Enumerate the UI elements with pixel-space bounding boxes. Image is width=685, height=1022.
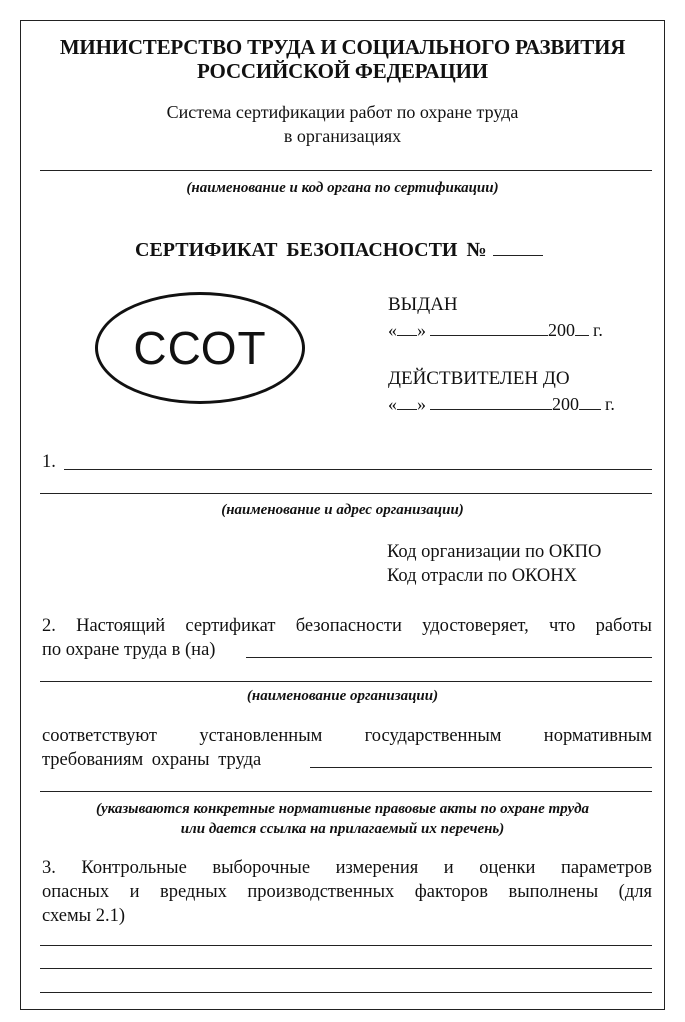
valid-date-row [388, 392, 615, 417]
valid-year: 200 [552, 394, 579, 414]
certificate-number-blank [493, 238, 543, 256]
valid-quote-close: » [417, 394, 426, 414]
section2-line3: соответствуют установленным государственным нормативным [42, 726, 652, 746]
issued-quote-open: « [388, 320, 397, 340]
section3-blank-line-2 [40, 968, 652, 969]
section2-line1: 2. Настоящий сертификат безопасности удостоверяет, что работы [42, 616, 652, 636]
section2-blank-line-4 [40, 791, 652, 792]
section2-acts-caption-line2: или дается ссылка на прилагаемый их перечень) [180, 821, 505, 837]
issued-date-row [388, 318, 603, 343]
cert-body-blank-line [40, 170, 652, 171]
section2-acts-caption-line1: (указываются конкретные нормативные правовые акты по охране труда [95, 801, 590, 817]
issued-suffix: г. [593, 320, 603, 340]
system-name-line1: Система сертификации работ по охране труда [166, 102, 519, 122]
issued-quote-close: » [417, 320, 426, 340]
section2-blank-line-3 [310, 767, 652, 768]
issued-year: 200 [548, 320, 575, 340]
valid-year-blank [579, 392, 601, 410]
section2-blank-line-2 [40, 681, 652, 682]
ministry-title-line2: РОССИЙСКОЙ ФЕДЕРАЦИИ [197, 59, 488, 83]
valid-quote-open: « [388, 394, 397, 414]
issued-day-blank [397, 318, 417, 336]
section1-caption: (наименование и адрес организации) [221, 502, 464, 518]
valid-suffix: г. [605, 394, 615, 414]
issued-label: ВЫДАН [388, 294, 458, 315]
issued-year-blank [575, 318, 589, 336]
issued-month-blank [430, 318, 548, 336]
valid-until-label: ДЕЙСТВИТЕЛЕН ДО [388, 368, 570, 389]
section3-blank-line-3 [40, 992, 652, 993]
section3-blank-line-1 [40, 945, 652, 946]
system-name-line2: в организациях [283, 126, 402, 146]
valid-month-blank [430, 392, 552, 410]
section3-line3: схемы 2.1) [42, 906, 126, 926]
section1-number: 1. [42, 452, 56, 472]
okpo-code-label: Код организации по ОКПО [387, 542, 602, 562]
emblem-text: ССОТ [133, 322, 267, 374]
ssot-emblem [95, 292, 305, 404]
section3-line1: 3. Контрольные выборочные измерения и оценки параметров [42, 858, 652, 878]
section3-line2: опасных и вредных производственных факторов выполнены (для [42, 882, 652, 902]
valid-day-blank [397, 392, 417, 410]
section2-org-caption: (наименование организации) [246, 688, 439, 704]
section1-blank-line-1 [64, 469, 652, 470]
section2-blank-line-1 [246, 657, 652, 658]
section2-line2: по охране труда в (на) [42, 640, 216, 660]
okonh-code-label: Код отрасли по ОКОНХ [387, 566, 578, 586]
cert-body-caption: (наименование и код органа по сертификации) [186, 180, 499, 196]
section1-blank-line-2 [40, 493, 652, 494]
certificate-title [135, 238, 575, 262]
ministry-title-line1: МИНИСТЕРСТВО ТРУДА И СОЦИАЛЬНОГО РАЗВИТИЯ [59, 35, 626, 59]
section2-line4: требованиям охраны труда [42, 750, 262, 770]
certificate-title-text: СЕРТИФИКАТ БЕЗОПАСНОСТИ № [135, 239, 487, 261]
